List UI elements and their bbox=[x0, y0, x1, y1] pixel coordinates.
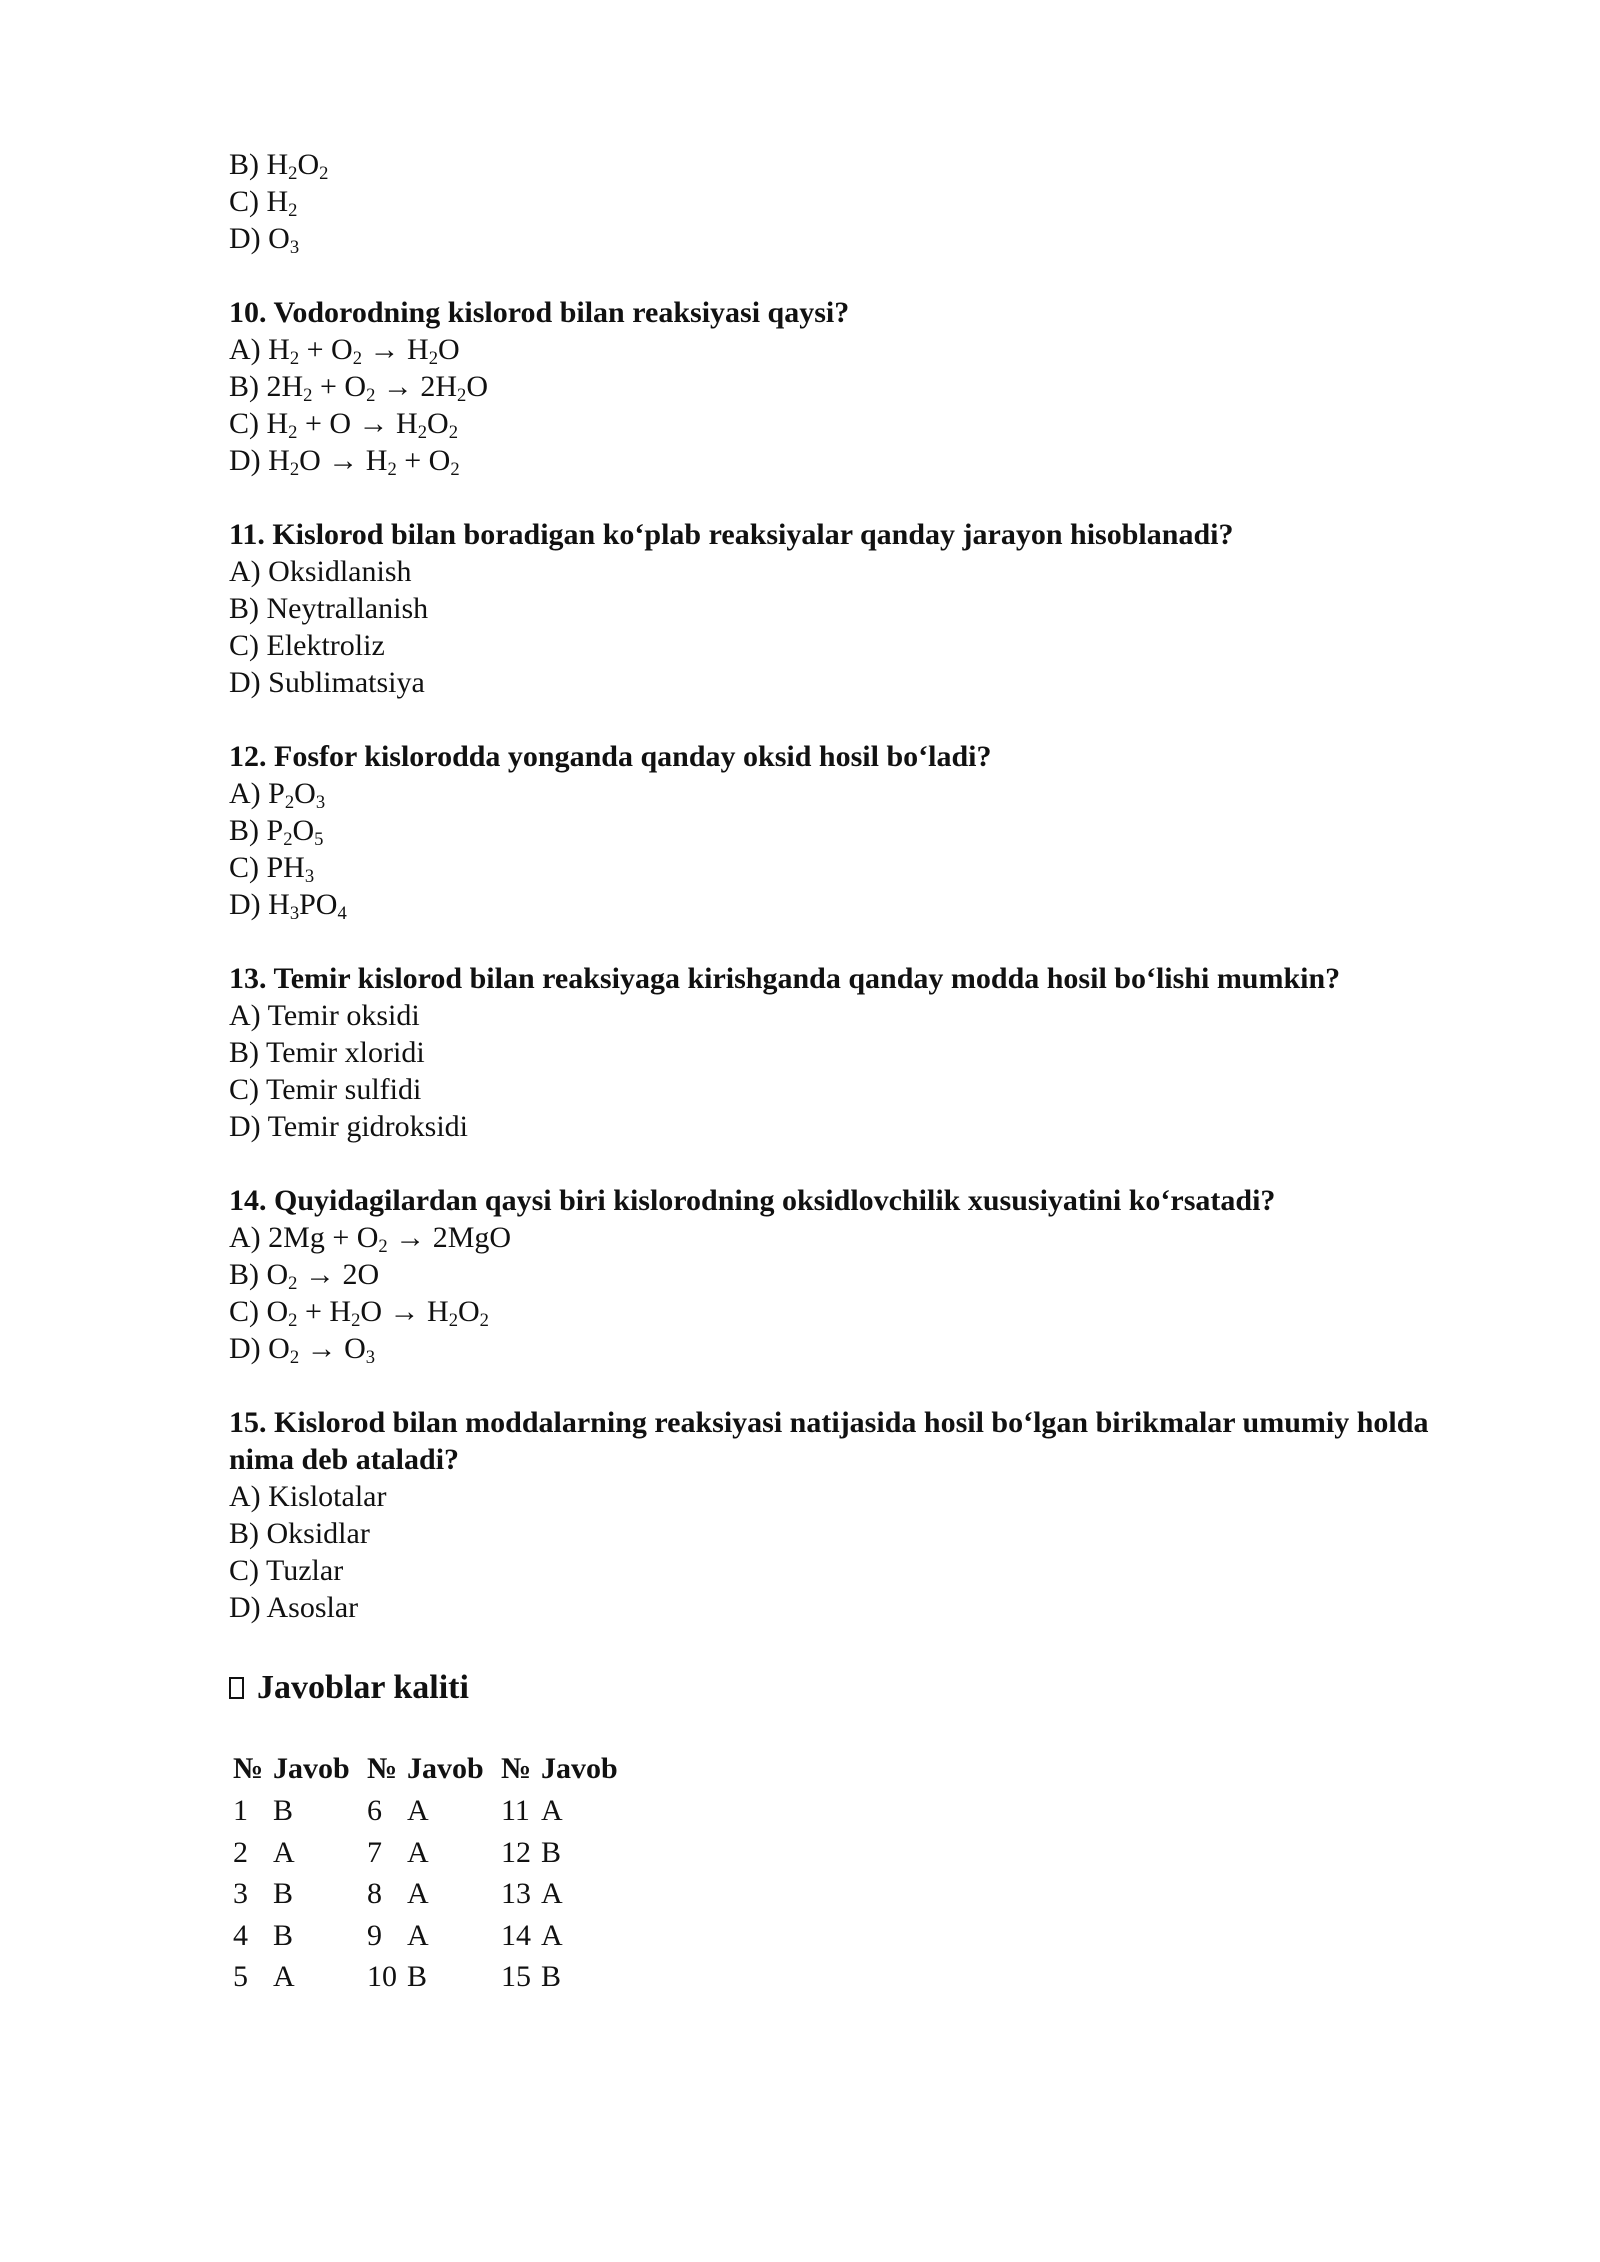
answer-letter-cell: A bbox=[541, 1918, 563, 1952]
question-number-cell: 6 bbox=[367, 1794, 382, 1828]
option-letter: A) bbox=[229, 555, 269, 588]
answer-key-row bbox=[229, 1956, 631, 1998]
option-letter: C) bbox=[229, 629, 267, 662]
answer-letter-cell: A bbox=[541, 1794, 563, 1828]
option-letter: A) bbox=[229, 333, 269, 366]
question-list bbox=[229, 294, 1489, 1626]
answer-option bbox=[229, 442, 1489, 479]
option-text: O bbox=[266, 1295, 289, 1328]
box-icon bbox=[229, 1677, 244, 1699]
subscript: 3 bbox=[304, 866, 315, 888]
option-text: P bbox=[268, 777, 285, 810]
answer-key-body bbox=[229, 1790, 631, 1998]
answer-option bbox=[229, 1071, 1489, 1108]
option-letter: D) bbox=[229, 666, 269, 699]
answer-option bbox=[229, 590, 1489, 627]
answer-letter-cell: A bbox=[273, 1835, 295, 1869]
subscript: 2 bbox=[319, 163, 329, 185]
answer-letter-cell: B bbox=[273, 1918, 294, 1952]
option-text: PO bbox=[299, 888, 338, 921]
answer-option bbox=[229, 1034, 1489, 1071]
subscript: 2 bbox=[387, 459, 397, 481]
option-letter: B) bbox=[229, 1258, 267, 1291]
answer-letter-cell: A bbox=[407, 1877, 429, 1911]
question-number-cell: 14 bbox=[501, 1918, 531, 1952]
answer-option bbox=[229, 220, 1489, 257]
header-number: № bbox=[501, 1751, 532, 1785]
subscript: 2 bbox=[428, 348, 438, 370]
option-text: O bbox=[268, 1332, 290, 1365]
option-text: + O bbox=[396, 444, 451, 477]
subscript: 2 bbox=[288, 163, 298, 185]
subscript: 2 bbox=[448, 1310, 458, 1332]
option-letter: C) bbox=[229, 407, 267, 440]
question-title: 12. Fosfor kislorodda yonganda qanday oksid hosil bo‘ladi? bbox=[229, 740, 992, 773]
subscript: 4 bbox=[337, 903, 347, 925]
option-text: Temir xloridi bbox=[265, 1036, 425, 1069]
subscript: 3 bbox=[289, 237, 300, 259]
answer-option bbox=[229, 405, 1489, 442]
question-number-cell: 9 bbox=[367, 1918, 382, 1952]
question-block bbox=[229, 738, 1489, 923]
option-text: Temir oksidi bbox=[267, 999, 420, 1032]
answer-letter-cell: A bbox=[273, 1960, 295, 1994]
option-text: Tuzlar bbox=[265, 1554, 344, 1587]
option-text: O bbox=[294, 777, 316, 810]
header-number: № bbox=[233, 1751, 264, 1785]
option-text: → O bbox=[299, 1332, 366, 1365]
option-letter: B) bbox=[229, 1517, 267, 1550]
option-text: Elektroliz bbox=[266, 629, 385, 662]
option-text: O bbox=[292, 814, 315, 847]
option-text: → 2MgO bbox=[387, 1221, 512, 1254]
option-text: Oksidlar bbox=[266, 1517, 370, 1550]
answer-key-table bbox=[229, 1746, 631, 1998]
document-page bbox=[229, 146, 1489, 1998]
question-block bbox=[229, 516, 1489, 701]
option-text: + O bbox=[299, 333, 353, 366]
answer-option bbox=[229, 553, 1489, 590]
option-text: + O bbox=[312, 370, 367, 403]
option-text: 2H bbox=[266, 370, 304, 403]
option-letter: C) bbox=[229, 1554, 266, 1587]
subscript: 2 bbox=[288, 1273, 298, 1295]
option-text: Temir sulfidi bbox=[265, 1073, 422, 1106]
subscript: 2 bbox=[351, 1310, 361, 1332]
option-text: O bbox=[458, 1295, 480, 1328]
answer-option bbox=[229, 1478, 1489, 1515]
answer-option bbox=[229, 997, 1489, 1034]
subscript: 5 bbox=[314, 829, 324, 851]
subscript: 2 bbox=[378, 1236, 388, 1258]
option-letter: A) bbox=[229, 1480, 269, 1513]
subscript: 2 bbox=[289, 459, 300, 481]
subscript: 2 bbox=[450, 459, 460, 481]
option-text: O bbox=[437, 333, 460, 366]
option-letter: D) bbox=[229, 888, 269, 921]
question-number-cell: 5 bbox=[233, 1960, 248, 1994]
subscript: 2 bbox=[289, 1347, 300, 1369]
answer-key-row bbox=[229, 1915, 631, 1957]
answer-key-title: Javoblar kaliti bbox=[257, 1669, 469, 1706]
option-text: H bbox=[266, 407, 289, 440]
option-text: O bbox=[427, 407, 449, 440]
answer-letter-cell: A bbox=[407, 1794, 429, 1828]
subscript: 2 bbox=[288, 422, 298, 444]
question-title: 13. Temir kislorod bilan reaksiyaga kirishganda qanday modda hosil bo‘lishi mumkin? bbox=[229, 962, 1341, 995]
answer-option bbox=[229, 1330, 1489, 1367]
option-text: → 2O bbox=[297, 1258, 380, 1291]
answer-option bbox=[229, 1589, 1489, 1626]
option-letter: A) bbox=[229, 777, 269, 810]
option-letter: A) bbox=[229, 1221, 269, 1254]
option-text: H bbox=[268, 333, 290, 366]
answer-key-heading bbox=[229, 1666, 1489, 1710]
answer-option bbox=[229, 146, 1489, 183]
option-text: O bbox=[266, 1258, 289, 1291]
option-text: + H bbox=[297, 1295, 352, 1328]
answer-letter-cell: B bbox=[541, 1960, 562, 1994]
subscript: 2 bbox=[284, 792, 295, 814]
question-number-cell: 1 bbox=[233, 1794, 248, 1828]
option-text: O bbox=[268, 222, 290, 255]
question-number-cell: 7 bbox=[367, 1835, 382, 1869]
question-block bbox=[229, 960, 1489, 1145]
option-letter: C) bbox=[229, 1295, 267, 1328]
answer-key-header-row bbox=[229, 1746, 631, 1790]
option-text: Sublimatsiya bbox=[268, 666, 425, 699]
answer-option bbox=[229, 1293, 1489, 1330]
option-text: H bbox=[268, 444, 290, 477]
subscript: 2 bbox=[479, 1310, 489, 1332]
answer-letter-cell: A bbox=[407, 1835, 429, 1869]
subscript: 2 bbox=[283, 829, 293, 851]
answer-option bbox=[229, 664, 1489, 701]
answer-option bbox=[229, 1552, 1489, 1589]
option-letter: A) bbox=[229, 999, 268, 1032]
header-answer: Javob bbox=[273, 1751, 350, 1785]
answer-option bbox=[229, 627, 1489, 664]
answer-key-row bbox=[229, 1873, 631, 1915]
answer-option bbox=[229, 849, 1489, 886]
answer-letter-cell: A bbox=[407, 1918, 429, 1952]
question-block bbox=[229, 294, 1489, 479]
subscript: 2 bbox=[457, 385, 467, 407]
answer-option bbox=[229, 775, 1489, 812]
subscript: 2 bbox=[288, 200, 298, 222]
answer-letter-cell: B bbox=[541, 1835, 562, 1869]
option-text: Temir gidroksidi bbox=[267, 1110, 469, 1143]
option-text: P bbox=[266, 814, 284, 847]
subscript: 2 bbox=[352, 348, 363, 370]
option-letter: D) bbox=[229, 1591, 267, 1624]
option-text: 2Mg + O bbox=[268, 1221, 379, 1254]
option-text: O bbox=[297, 148, 320, 181]
question-title: 14. Quyidagilardan qaysi biri kislorodning oksidlovchilik xususiyatini ko‘rsatadi? bbox=[229, 1184, 1276, 1217]
option-letter: D) bbox=[229, 1110, 268, 1143]
option-letter: D) bbox=[229, 1332, 269, 1365]
subscript: 3 bbox=[365, 1347, 376, 1369]
option-text: Oksidlanish bbox=[268, 555, 412, 588]
option-letter: D) bbox=[229, 444, 269, 477]
header-answer: Javob bbox=[541, 1751, 618, 1785]
option-letter: C) bbox=[229, 1073, 266, 1106]
answer-option bbox=[229, 886, 1489, 923]
question-title: 15. Kislorod bilan moddalarning reaksiyasi natijasida hosil bo‘lgan birikmalar umumiy holda nima deb ataladi? bbox=[229, 1406, 1429, 1476]
question-number-cell: 11 bbox=[501, 1794, 530, 1828]
question-number-cell: 13 bbox=[501, 1877, 531, 1911]
answer-option bbox=[229, 1256, 1489, 1293]
option-letter: B) bbox=[229, 592, 267, 625]
option-letter: B) bbox=[229, 814, 267, 847]
question-title: 11. Kislorod bilan boradigan ko‘plab reaksiyalar qanday jarayon hisoblanadi? bbox=[229, 518, 1234, 551]
option-text: Kislotalar bbox=[268, 1480, 387, 1513]
question-number-cell: 2 bbox=[233, 1835, 248, 1869]
question-number-cell: 4 bbox=[233, 1918, 248, 1952]
answer-option bbox=[229, 1219, 1489, 1256]
answer-letter-cell: A bbox=[541, 1877, 563, 1911]
option-letter: B) bbox=[229, 1036, 266, 1069]
option-letter: B) bbox=[229, 370, 267, 403]
option-letter: C) bbox=[229, 851, 267, 884]
answer-option bbox=[229, 368, 1489, 405]
question-block bbox=[229, 1404, 1489, 1626]
subscript: 2 bbox=[366, 385, 376, 407]
question-block bbox=[229, 1182, 1489, 1367]
subscript: 3 bbox=[315, 792, 326, 814]
answer-option bbox=[229, 331, 1489, 368]
answer-key-row bbox=[229, 1790, 631, 1832]
option-text: PH bbox=[266, 851, 305, 884]
question-number-cell: 12 bbox=[501, 1835, 531, 1869]
answer-option bbox=[229, 183, 1489, 220]
header-number: № bbox=[367, 1751, 398, 1785]
option-letter: C) bbox=[229, 185, 267, 218]
header-answer: Javob bbox=[407, 1751, 484, 1785]
question-number-cell: 10 bbox=[367, 1960, 397, 1994]
option-text: Asoslar bbox=[266, 1591, 359, 1624]
answer-letter-cell: B bbox=[407, 1960, 428, 1994]
option-text: → 2H bbox=[375, 370, 458, 403]
option-text: + O → H bbox=[297, 407, 418, 440]
option-text: H bbox=[266, 148, 289, 181]
answer-option bbox=[229, 812, 1489, 849]
subscript: 3 bbox=[289, 903, 300, 925]
subscript: 2 bbox=[417, 422, 428, 444]
question-9-options-tail bbox=[229, 146, 1489, 257]
option-text: → H bbox=[362, 333, 429, 366]
answer-option bbox=[229, 1515, 1489, 1552]
question-title: 10. Vodorodning kislorod bilan reaksiyasi qaysi? bbox=[229, 296, 850, 329]
option-text: H bbox=[268, 888, 290, 921]
option-text: O → H bbox=[360, 1295, 449, 1328]
subscript: 2 bbox=[289, 348, 300, 370]
answer-letter-cell: B bbox=[273, 1877, 294, 1911]
option-text: Neytrallanish bbox=[266, 592, 429, 625]
question-number-cell: 8 bbox=[367, 1877, 382, 1911]
option-text: O bbox=[466, 370, 488, 403]
answer-option bbox=[229, 1108, 1489, 1145]
option-letter: B) bbox=[229, 148, 267, 181]
answer-key-row bbox=[229, 1832, 631, 1874]
subscript: 2 bbox=[303, 385, 313, 407]
question-number-cell: 15 bbox=[501, 1960, 531, 1994]
question-number-cell: 3 bbox=[233, 1877, 248, 1911]
option-text: O → H bbox=[299, 444, 388, 477]
option-text: H bbox=[266, 185, 289, 218]
option-letter: D) bbox=[229, 222, 269, 255]
subscript: 2 bbox=[288, 1310, 298, 1332]
subscript: 2 bbox=[448, 422, 458, 444]
answer-letter-cell: B bbox=[273, 1794, 294, 1828]
